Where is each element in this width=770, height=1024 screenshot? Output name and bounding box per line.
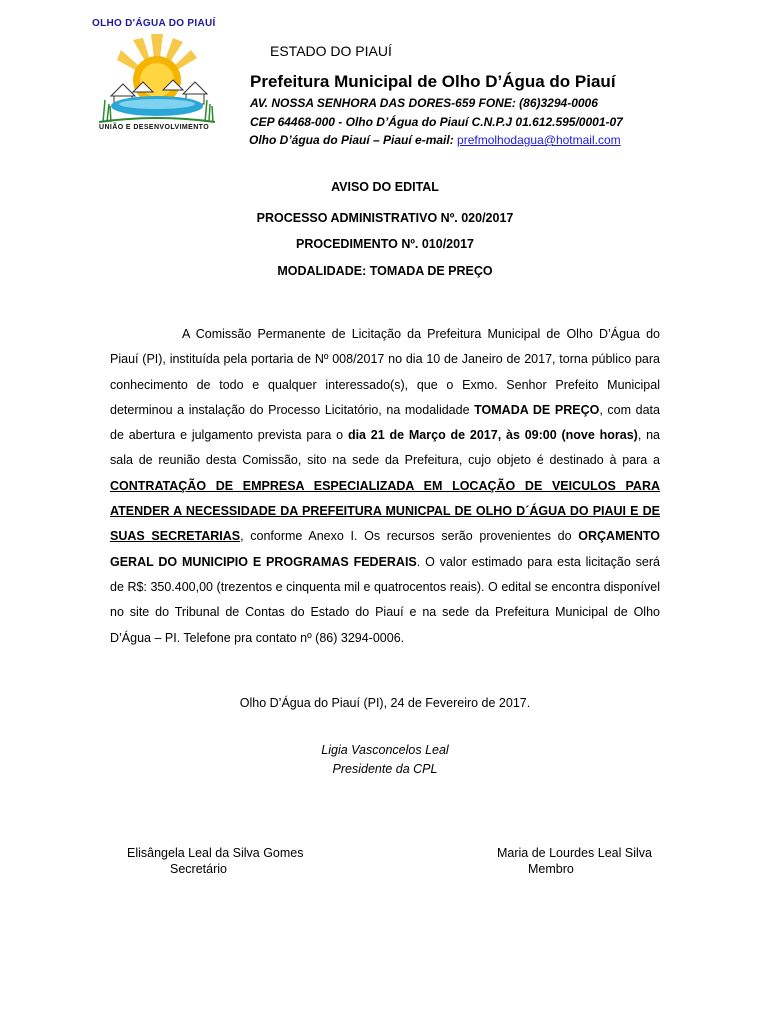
body-opening-date: dia 21 de Março de 2017, às 09:00 (nove horas): [347, 428, 638, 443]
state-name: ESTADO DO PIAUÍ: [270, 43, 392, 59]
body-text-4: , conforme Anexo I. Os recursos serão provenientes do: [240, 529, 572, 544]
member-role: Membro: [528, 862, 574, 876]
logo-slogan: UNIÃO E DESENVOLVIMENTO: [99, 124, 210, 131]
logo-title: OLHO D'ÁGUA DO PIAUÍ: [92, 18, 216, 29]
body-text-3: , na sala de reunião desta Comissão, sito na sede da Prefeitura, cujo objeto é destinado à para a: [110, 428, 660, 468]
address-line-2: CEP 64468-000 - Olho D’Água do Piauí C.N.P.J 01.612.595/0001-07: [250, 115, 623, 129]
body-modality: TOMADA DE PREÇO: [474, 402, 600, 417]
body-text-5: . O valor estimado para esta licitação será de R$: 350.400,00 (trezentos e cinquenta mil e quatrocentos reais). O edital se encontra disponível no site do Tribunal de Contas do Estado do Piauí e na sede da Prefeitura Municipal de Olho D’Água – PI. Telefone pra contato nº (86) 3294-0006.: [110, 554, 660, 645]
body-text-2: , com data de abertura e julgamento prevista para o: [110, 402, 660, 443]
member-name: Elisângela Leal da Silva Gomes: [127, 846, 304, 860]
procedure-number: PROCEDIMENTO Nº. 010/2017: [295, 237, 474, 251]
notice-body: [110, 322, 660, 651]
municipality-logo: [93, 34, 221, 126]
body-budget: ORÇAMENTO GERAL DO MUNICIPIO E PROGRAMAS FEDERAIS: [110, 529, 660, 569]
notice-heading: AVISO DO EDITAL: [331, 180, 439, 194]
prefecture-title: Prefeitura Municipal de Olho D’Água do Piauí: [250, 72, 616, 91]
email-link[interactable]: prefmolhodagua@hotmail.com: [457, 133, 621, 147]
address-line-1: AV. NOSSA SENHORA DAS DORES-659 FONE: (86)3294-0006: [250, 96, 598, 110]
address-line-3-prefix: Olho D’água do Piauí – Piauí e-mail:: [249, 133, 454, 147]
member-name: Maria de Lourdes Leal Silva: [497, 846, 652, 860]
body-text-1: A Comissão Permanente de Licitação da Prefeitura Municipal de Olho D’Água do Piauí (PI), instituída pela portaria de Nº 008/2017 no dia 10 de Janeiro de 2017, torna público para conhecimento de todo e qualquer interessado(s), que o Exmo. Senhor Prefeito Municipal determinou a instalação do Processo Licitatório, na modalidade: [110, 327, 660, 417]
process-administrative: PROCESSO ADMINISTRATIVO Nº. 020/2017: [256, 211, 514, 225]
modality: MODALIDADE: TOMADA DE PREÇO: [277, 264, 493, 278]
date-line: Olho D’Água do Piauí (PI), 24 de Fevereiro de 2017.: [239, 696, 531, 710]
address-line-3: [249, 133, 621, 147]
signer-name: Ligia Vasconcelos Leal: [321, 743, 449, 757]
member-role: Secretário: [170, 862, 227, 876]
signer-role: Presidente da CPL: [332, 762, 438, 776]
body-object: CONTRATAÇÃO DE EMPRESA ESPECIALIZADA EM LOCAÇÃO DE VEICULOS PARA ATENDER A NECESSIDADE DA PREFEITURA MUNICPAL DE OLHO D´ÁGUA DO PIAUI E DE SUAS SECRETARIAS: [110, 478, 660, 544]
